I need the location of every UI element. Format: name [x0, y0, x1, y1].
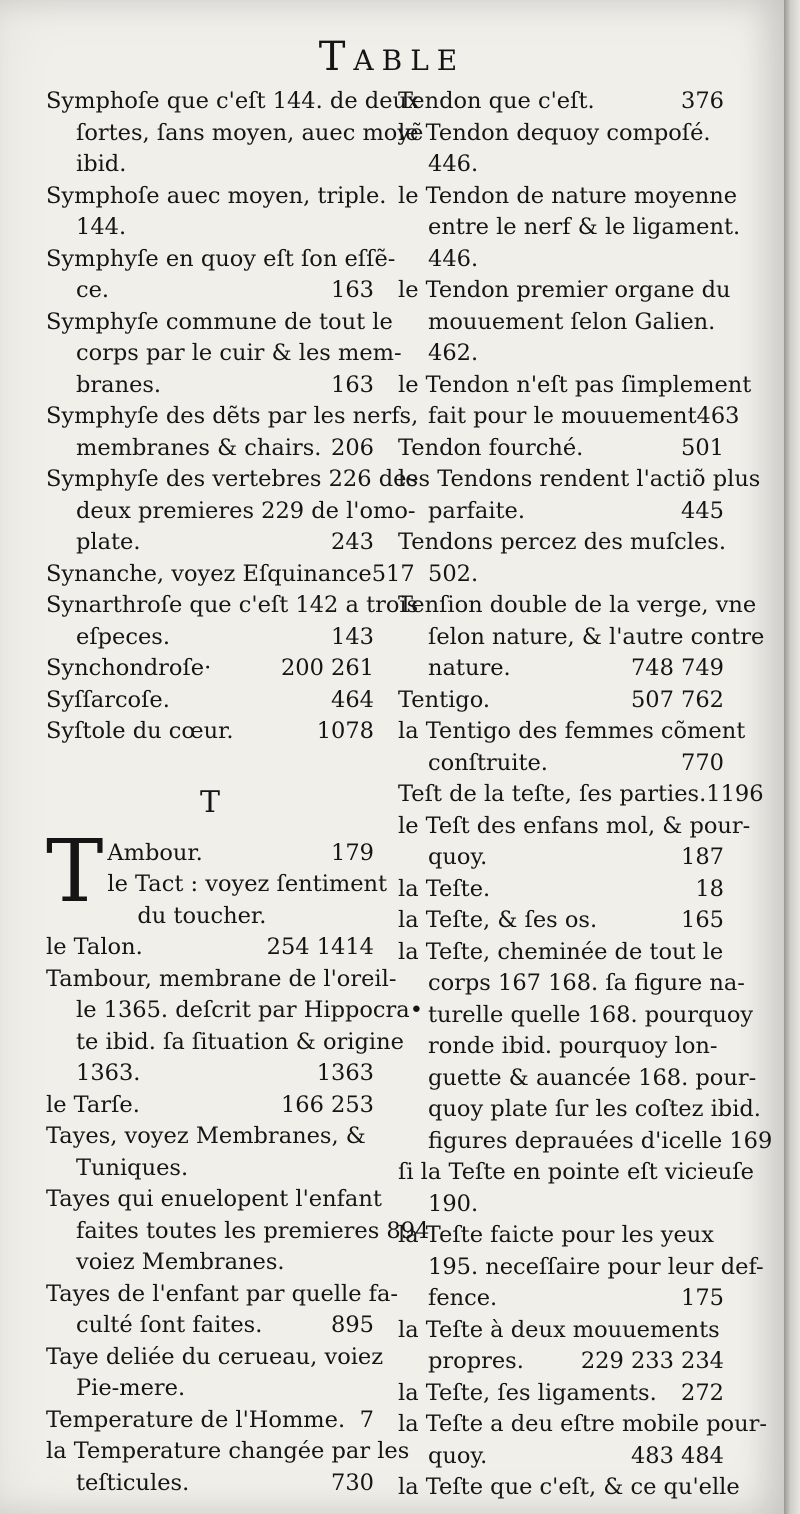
entry-page: 1196 — [706, 781, 764, 807]
entry-text: figures deprauées d'icelle 169 — [428, 1127, 773, 1154]
entry-text: ſi la Teſte en pointe eſt vicieuſe — [398, 1159, 754, 1185]
index-entry — [398, 937, 724, 969]
index-entry — [46, 964, 397, 996]
entry-text: teſticules. — [76, 1469, 190, 1496]
index-entry — [398, 338, 724, 370]
entry-text: Synchondroſe· — [46, 655, 212, 681]
index-entry — [46, 559, 415, 591]
entry-text: Synarthroſe que c'eſt 142 a trois — [46, 592, 419, 618]
entry-text: faites toutes les premieres 894 — [76, 1217, 430, 1244]
entry-page: 463 — [696, 403, 740, 429]
index-entry — [46, 716, 374, 748]
drop-cap: T — [46, 821, 104, 922]
entry-text: Temperature de l'Homme. — [46, 1406, 346, 1433]
entry-page: 165 — [681, 907, 724, 933]
index-entry — [398, 874, 724, 906]
index-entry — [398, 1126, 773, 1158]
index-entry — [398, 1283, 724, 1315]
entry-text: quoy plate ſur les coſtez ibid. — [428, 1096, 761, 1122]
entry-page: 464 — [331, 686, 374, 713]
index-entry — [398, 1000, 754, 1032]
index-entry — [107, 901, 374, 933]
index-entry — [46, 370, 374, 402]
entry-text: 1363. — [76, 1060, 141, 1086]
entry-text: turelle quelle 168. pourquoy — [428, 1001, 754, 1028]
entry-text: ce. — [76, 277, 110, 303]
page-edge — [784, 0, 800, 1514]
entry-page: 18 — [695, 875, 724, 902]
entry-text: Tentigo. — [398, 686, 491, 713]
entry-text: Teſt de la teſte, ſes parties. — [398, 781, 707, 807]
entry-text: 195. neceſſaire pour leur def- — [428, 1253, 764, 1280]
index-entry — [398, 149, 724, 181]
entry-page: 254 1414 — [266, 934, 374, 960]
index-entry — [398, 1409, 767, 1441]
index-entry — [398, 1063, 757, 1095]
entry-page: 445 — [681, 497, 724, 524]
entry-text: le Tact : voyez ſentiment — [107, 871, 388, 897]
entry-page: 7 — [359, 1406, 374, 1433]
entry-text: Tendon que c'eſt. — [398, 88, 595, 114]
entry-text: Symphyſe commune de tout le — [46, 308, 393, 335]
entry-text: eſpeces. — [76, 623, 170, 650]
entry-page: 1078 — [316, 718, 374, 744]
index-entry — [398, 464, 761, 496]
entry-text: les Tendons rendent l'actiõ plus — [398, 466, 761, 492]
index-entry — [107, 869, 388, 901]
index-entry — [398, 1189, 724, 1221]
index-entry — [46, 1247, 374, 1279]
entry-text: le Tendon n'eſt pas ſimplement — [398, 371, 752, 398]
index-entry — [46, 590, 419, 622]
index-entry — [398, 1252, 764, 1284]
index-entry — [46, 622, 374, 654]
entry-text: la Tentigo des femmes cõment — [398, 718, 746, 744]
entry-text: branes. — [76, 371, 162, 398]
entry-text: Symphyſe des dẽts par les nerfs, — [46, 403, 419, 429]
index-entry — [46, 244, 396, 276]
index-entry — [398, 370, 752, 402]
entry-text: le Talon. — [46, 934, 143, 960]
entry-text: Syſtole du cœur. — [46, 718, 234, 744]
entry-text: culté ſont faites. — [76, 1312, 263, 1338]
entry-text: la Teſte que c'eſt, & ce qu'elle — [398, 1474, 740, 1500]
index-entry — [46, 1153, 374, 1185]
entry-page: 483 484 — [630, 1442, 724, 1469]
index-entry — [46, 1342, 384, 1374]
entry-text: le Teſt des enfans mol, & pour- — [398, 812, 751, 839]
index-entry — [398, 307, 724, 339]
entry-text: membranes & chairs. — [76, 434, 322, 461]
entry-page: 895 — [331, 1312, 374, 1338]
entry-text: Taye deliée du cerueau, voiez — [46, 1343, 384, 1370]
entry-text: entre le nerf & le ligament. — [428, 214, 741, 240]
index-entry — [46, 1090, 374, 1122]
left-column — [46, 86, 430, 1499]
entry-text: le Tarſe. — [46, 1091, 140, 1118]
entry-page: 206 — [331, 434, 374, 461]
entry-text: fait pour le mouuement — [428, 403, 697, 429]
index-entry — [46, 149, 374, 181]
entry-text: Symphyſe des vertebres 226 des — [46, 466, 418, 492]
index-entry — [398, 1346, 724, 1378]
entry-text: conſtruite. — [428, 749, 548, 776]
entry-text: la Teſte. — [398, 875, 491, 902]
index-entry — [46, 1436, 410, 1468]
entry-text: corps 167 168. ſa figure na- — [428, 970, 745, 996]
entry-page: 507 762 — [630, 686, 724, 713]
entry-text: Syſſarcoſe. — [46, 686, 170, 713]
index-entry — [46, 338, 402, 370]
index-entry — [398, 905, 724, 937]
entry-page: 200 261 — [280, 655, 374, 681]
entry-text: Ambour. — [107, 839, 203, 866]
entry-text: la Teſte a deu eſtre mobile pour- — [398, 1411, 767, 1437]
entry-text: nature. — [428, 655, 511, 681]
index-entry — [398, 559, 724, 591]
index-entry — [46, 496, 416, 528]
index-entry — [46, 212, 374, 244]
index-entry — [398, 968, 745, 1000]
index-entry — [398, 181, 738, 213]
entry-text: Tayes, voyez Membranes, & — [46, 1123, 366, 1149]
index-entry — [46, 685, 374, 717]
entry-text: deux premieres 229 de l'omo- — [76, 497, 416, 524]
entry-text: Tenſion double de la verge, vne — [398, 592, 757, 618]
index-entry — [398, 86, 724, 118]
index-entry — [398, 244, 724, 276]
entry-text: te ibid. ſa ſituation & origine — [76, 1028, 404, 1055]
index-entry — [398, 685, 724, 717]
entry-page: 272 — [681, 1379, 724, 1406]
entry-text: le Tendon de nature moyenne — [398, 182, 738, 209]
entry-text: Tendons percez des muſcles. — [398, 529, 726, 555]
entry-text: voiez Membranes. — [76, 1249, 285, 1275]
index-entry — [398, 1157, 754, 1189]
index-entry — [398, 779, 764, 811]
entry-text: Symphoſe que c'eſt 144. de deux — [46, 88, 420, 114]
index-entry — [398, 275, 731, 307]
entry-text: le Tendon premier organe du — [398, 277, 731, 303]
entry-text: quoy. — [428, 1442, 488, 1469]
index-entry — [46, 1310, 374, 1342]
entry-text: Pie-mere. — [76, 1375, 186, 1401]
entry-page: 501 — [681, 434, 724, 461]
entry-page: 243 — [331, 529, 374, 555]
entry-text: mouuement ſelon Galien. — [428, 308, 716, 335]
left-entries-s — [46, 86, 424, 748]
entry-page: 163 — [331, 277, 374, 303]
entry-text: Tendon fourché. — [398, 434, 584, 461]
entry-text: fence. — [428, 1285, 498, 1311]
entry-text: 502. — [428, 560, 479, 587]
entry-text: ſelon nature, & l'autre contre — [428, 623, 765, 650]
entry-text: quoy. — [428, 844, 488, 870]
index-entry — [46, 118, 424, 150]
entry-text: corps par le cuir & les mem- — [76, 340, 402, 366]
index-entry — [398, 496, 724, 528]
index-entry — [398, 1472, 740, 1504]
index-entry — [398, 527, 724, 559]
entry-text: plate. — [76, 529, 141, 555]
index-entry — [46, 307, 393, 339]
entry-page: 229 233 234 — [580, 1348, 724, 1374]
index-entry — [46, 1373, 374, 1405]
entry-page: 175 — [681, 1285, 724, 1311]
index-entry — [398, 653, 724, 685]
right-entries — [398, 86, 773, 1504]
entry-text: parfaite. — [428, 497, 526, 524]
index-entry — [46, 653, 374, 685]
entry-text: 446. — [428, 151, 479, 177]
index-entry — [46, 181, 387, 213]
entry-text: 446. — [428, 245, 479, 272]
entry-text: du toucher. — [137, 902, 267, 929]
entry-text: le 1365. deſcrit par Hippocra• — [76, 997, 423, 1023]
entry-page: 143 — [331, 623, 374, 650]
entry-text: la Temperature changée par les — [46, 1438, 410, 1464]
entry-text: Tambour, membrane de l'oreil- — [46, 965, 397, 992]
index-entry — [46, 1184, 382, 1216]
entry-text: la Teſte à deux mouuements — [398, 1316, 720, 1343]
index-entry — [398, 212, 741, 244]
entry-text: Tuniques. — [76, 1154, 189, 1181]
entry-text: le Tendon dequoy compoſé. — [398, 119, 711, 146]
index-entry — [46, 86, 420, 118]
index-entry — [398, 1031, 724, 1063]
entry-page: 730 — [331, 1469, 374, 1496]
entry-text: la Teſte, ſes ligaments. — [398, 1379, 657, 1406]
index-entry — [398, 433, 724, 465]
index-entry — [46, 433, 374, 465]
index-entry — [46, 1279, 399, 1311]
right-column — [398, 86, 773, 1504]
entry-page: 517 — [371, 560, 415, 587]
index-entry — [398, 748, 724, 780]
index-entry — [398, 1315, 724, 1347]
entry-text: ſortes, ſans moyen, auec moyẽ — [76, 119, 424, 146]
left-entries-t — [46, 821, 430, 1500]
index-entry — [398, 1220, 724, 1252]
entry-text: 462. — [428, 340, 479, 366]
index-entry — [398, 842, 724, 874]
index-entry — [46, 1405, 374, 1437]
entry-text: Symphoſe auec moyen, triple. — [46, 182, 387, 209]
entry-page: 748 749 — [630, 655, 724, 681]
index-entry — [46, 1027, 404, 1059]
entry-page: 166 253 — [280, 1091, 374, 1118]
entry-page: 1363 — [316, 1060, 374, 1086]
index-entry — [46, 401, 419, 433]
entry-text: Symphyſe en quoy eſt ſon eſſẽ- — [46, 245, 396, 272]
entry-text: ibid. — [76, 151, 127, 177]
entry-page: 770 — [681, 749, 724, 776]
section-letter: T — [199, 784, 220, 820]
index-entry — [398, 1441, 724, 1473]
entry-text: 190. — [428, 1190, 479, 1217]
entry-text: Synanche, voyez Eſquinance — [46, 560, 372, 587]
entry-page: 163 — [331, 371, 374, 398]
index-entry — [398, 118, 724, 150]
index-entry — [46, 275, 374, 307]
entry-text: la Teſte, & ſes os. — [398, 907, 598, 933]
index-entry — [46, 1058, 374, 1090]
index-entry — [398, 811, 751, 843]
entry-text: propres. — [428, 1348, 524, 1374]
entry-text: la Teſte faicte pour les yeux — [398, 1222, 714, 1248]
entry-text: 144. — [76, 214, 127, 240]
entry-page: 179 — [331, 839, 374, 866]
index-entry — [46, 995, 423, 1027]
entry-text: ronde ibid. pourquoy lon- — [428, 1033, 718, 1059]
index-entry — [46, 527, 374, 559]
index-entry — [398, 622, 765, 654]
entry-text: Tayes de l'enfant par quelle fa- — [46, 1280, 399, 1307]
index-entry — [46, 1468, 374, 1500]
index-entry — [398, 716, 746, 748]
index-entry — [398, 1094, 761, 1126]
entry-page: 376 — [681, 88, 724, 114]
entry-page: 187 — [681, 844, 724, 870]
index-entry — [398, 401, 740, 433]
page-header: Table — [318, 34, 466, 80]
index-entry — [398, 590, 757, 622]
index-entry — [398, 1378, 724, 1410]
entry-text: la Teſte, cheminée de tout le — [398, 938, 724, 965]
index-entry — [46, 464, 418, 496]
index-entry — [107, 838, 374, 870]
index-entry — [46, 932, 374, 964]
index-entry — [46, 1121, 374, 1153]
entry-text: Tayes qui enuelopent l'enfant — [46, 1186, 382, 1212]
entry-text: guette & auancée 168. pour- — [428, 1064, 757, 1091]
index-entry — [46, 1216, 430, 1248]
